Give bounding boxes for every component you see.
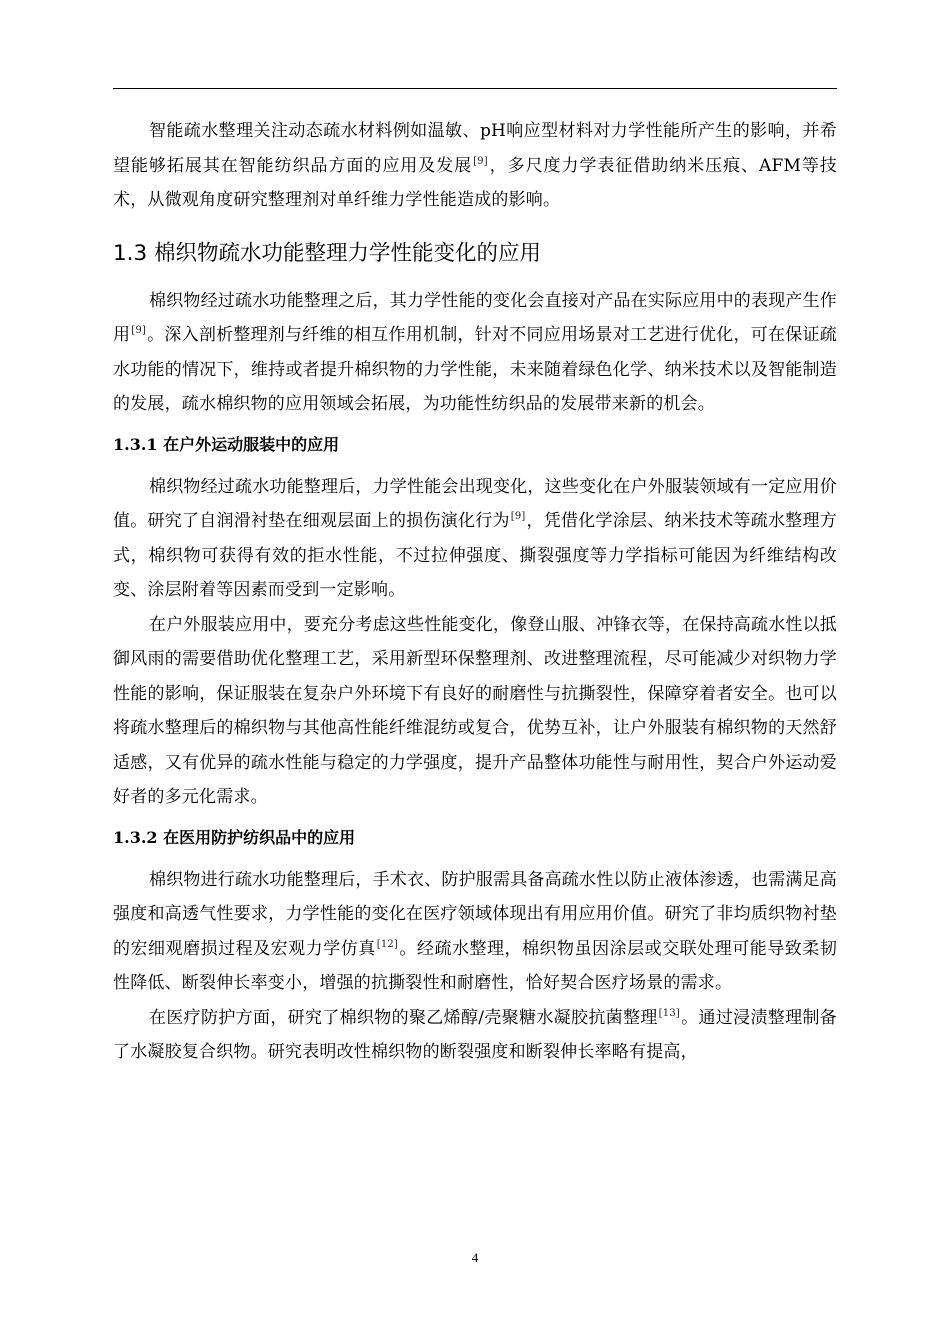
intro-text-a: 智能疏水整理关注动态疏水材料例如温敏、pH响应型材料对力学性能所产生的影响，并希望能够拓展其在智能纺织品方面的应用及发展	[113, 121, 837, 176]
section-1-3-2-paragraph-1	[113, 863, 837, 1001]
section-1-3-2-paragraph-2	[113, 1001, 837, 1070]
section-1-3-1-paragraph-1	[113, 470, 837, 608]
citation-ref[interactable]: [9]	[131, 325, 147, 336]
section-1-3-2-p2-text-a: 在医疗防护方面，研究了棉织物的聚乙烯醇/壳聚糖水凝胶抗菌整理	[149, 1007, 658, 1028]
section-1-3-1-text-b: ，凭借化学涂层、纳米技术等疏水整理方式，棉织物可获得有效的拒水性能，不过拉伸强度、撕裂强度等力学指标可能因为纤维结构改变、涂层附着等因素而受到一定影响。	[113, 511, 837, 600]
citation-ref[interactable]: [12]	[376, 938, 399, 950]
subsection-heading-1-3-2: 1.3.2 在医用防护纺织品中的应用	[113, 827, 356, 847]
section-1-3-2-text-a: 棉织物进行疏水功能整理后，手术衣、防护服需具备高疏水性以防止液体渗透，也需满足高强度和高透气性要求，力学性能的变化在医疗领域体现出有用应用价值。研究了非均质织物衬垫的宏细观磨损过程及宏观力学仿真	[113, 869, 837, 959]
intro-paragraph	[113, 114, 837, 218]
section-1-3-text-a: 棉织物经过疏水功能整理之后，其力学性能的变化会直接对产品在实际应用中的表现产生作用	[113, 290, 837, 345]
section-1-3-text-b: 。深入剖析整理剂与纤维的相互作用机制，针对不同应用场景对工艺进行优化，可在保证疏水功能的情况下，维持或者提升棉织物的力学性能，未来随着绿色化学、纳米技术以及智能制造的发展，疏水棉织物的应用领域会拓展，为功能性纺织品的发展带来新的机会。	[113, 325, 837, 414]
citation-ref[interactable]: [13]	[658, 1007, 680, 1019]
page-number: 4	[471, 1250, 479, 1265]
citation-ref[interactable]: [9]	[473, 155, 488, 167]
section-1-3-1-text-a: 棉织物经过疏水功能整理后，力学性能会出现变化，这些变化在户外服装领域有一定应用价值。研究了自润滑衬垫在细观层面上的损伤演化行为	[113, 476, 837, 531]
section-1-3-2-p2-text-b: 。通过浸渍整理制备了水凝胶复合织物。研究表明改性棉织物的断裂强度和断裂伸长率略有提高，	[113, 1007, 837, 1062]
intro-text-b: ，多尺度力学表征借助纳米压痕、AFM等技术，从微观角度研究整理剂对单纤维力学性能造成的影响。	[113, 155, 838, 210]
section-1-3-paragraph	[113, 284, 837, 422]
page-content	[113, 114, 837, 1070]
header-rule	[113, 88, 837, 89]
citation-ref[interactable]: [9]	[510, 511, 526, 522]
subsection-heading-1-3-1: 1.3.1 在户外运动服装中的应用	[113, 434, 340, 454]
section-1-3-2-text-b: 。经疏水整理，棉织物虽因涂层或交联处理可能导致柔韧性降低、断裂伸长率变小，增强的抗撕裂性和耐磨性，恰好契合医疗场景的需求。	[113, 938, 838, 993]
section-1-3-1-paragraph-2: 在户外服装应用中，要充分考虑这些性能变化，像登山服、冲锋衣等，在保持高疏水性以抵御风雨的需要借助优化整理工艺，采用新型环保整理剂、改进整理流程，尽可能减少对织物力学性能的影响，保证服装在复杂户外环境下有良好的耐磨性与抗撕裂性，保障穿着者安全。也可以将疏水整理后的棉织物与其他高性能纤维混纺或复合，优势互补，让户外服装有棉织物的天然舒适感，又有优异的疏水性能与稳定的力学强度，提升产品整体功能性与耐用性，契合户外运动爱好者的多元化需求。	[113, 614, 837, 807]
section-heading-1-3: 1.3 棉织物疏水功能整理力学性能变化的应用	[113, 240, 542, 266]
